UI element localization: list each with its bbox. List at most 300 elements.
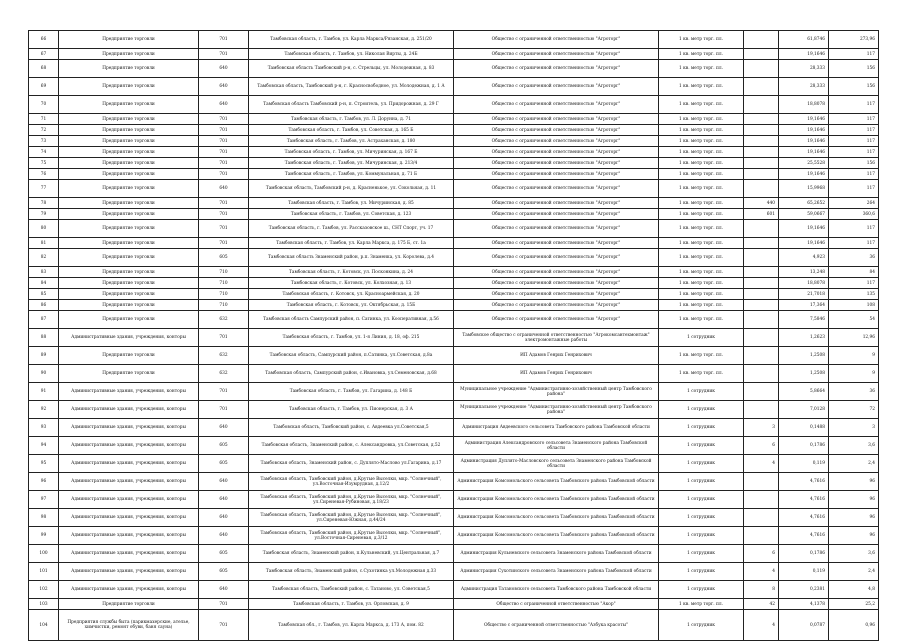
object-type-cell: Административные здания, учреждения, конторы (59, 545, 199, 563)
norm-value-cell: 96 (829, 491, 879, 509)
oktmo-code-cell: 640 (199, 509, 249, 527)
oktmo-code-cell: 710 (199, 278, 249, 289)
annual-volume-m3-cell: 0,119 (779, 563, 829, 581)
oktmo-code-cell: 701 (199, 147, 249, 158)
unit-cell: 1 кв. метр торг. пл. (659, 278, 744, 289)
unit-cell: 1 сотрудник (659, 437, 744, 455)
annual-volume-m3-cell: 25,5528 (779, 158, 829, 169)
organization-name-cell: Тамбовское общество с ограниченной ответственностью "Агрокомсантехмонтаж" электромонтажные работы (454, 329, 659, 347)
unit-count-cell (744, 158, 779, 169)
norm-value-cell: 117 (829, 96, 879, 114)
organization-name-cell: Общество с ограниченной ответственностью "Агроторг" (454, 198, 659, 209)
row-number-cell: 90 (29, 365, 59, 383)
norm-value-cell: 96 (829, 527, 879, 545)
annual-volume-m3-cell: 65,2652 (779, 198, 829, 209)
oktmo-code-cell: 710 (199, 300, 249, 311)
norm-value-cell: 3,6 (829, 437, 879, 455)
oktmo-code-cell: 701 (199, 329, 249, 347)
oktmo-code-cell: 632 (199, 365, 249, 383)
object-address-cell: Тамбовская область, г. Тамбов, ул. Николая Вирты, д. 24Б (249, 49, 454, 60)
oktmo-code-cell: 701 (199, 31, 249, 49)
table-row (29, 114, 879, 125)
object-type-cell: Предприятие торговли (59, 198, 199, 209)
oktmo-code-cell: 701 (199, 610, 249, 641)
norm-value-cell: 117 (829, 169, 879, 180)
unit-count-cell (744, 311, 779, 329)
table-row (29, 31, 879, 49)
unit-count-cell (744, 96, 779, 114)
annual-volume-m3-cell: 0,0787 (779, 610, 829, 641)
oktmo-code-cell: 640 (199, 78, 249, 96)
table-row (29, 455, 879, 473)
object-address-cell: Тамбовская область, Знаменский район, п.Кульневский, ул.Центральная, д.7 (249, 545, 454, 563)
row-number-cell: 69 (29, 78, 59, 96)
norm-value-cell: 117 (829, 125, 879, 136)
organization-name-cell: Общество с ограниченной ответственностью "Азбука красоты" (454, 610, 659, 641)
norm-value-cell: 117 (829, 180, 879, 198)
organization-name-cell: Общество с ограниченной ответственностью "Агроторг" (454, 60, 659, 78)
object-type-cell: Административные здания, учреждения, конторы (59, 401, 199, 419)
unit-cell: 1 кв. метр торг. пл. (659, 300, 744, 311)
norm-value-cell: 96 (829, 473, 879, 491)
unit-cell: 1 сотрудник (659, 527, 744, 545)
table-row (29, 220, 879, 238)
unit-count-cell (744, 365, 779, 383)
object-type-cell: Административные здания, учреждения, конторы (59, 437, 199, 455)
table-row (29, 238, 879, 249)
unit-count-cell (744, 147, 779, 158)
unit-count-cell: 601 (744, 209, 779, 220)
annual-volume-m3-cell: 18,8078 (779, 278, 829, 289)
annual-volume-m3-cell: 19,1646 (779, 125, 829, 136)
oktmo-code-cell: 701 (199, 158, 249, 169)
unit-cell: 1 кв. метр торг. пл. (659, 136, 744, 147)
norm-value-cell: 2,4 (829, 563, 879, 581)
object-type-cell: Предприятие торговли (59, 49, 199, 60)
object-type-cell: Административные здания, учреждения, конторы (59, 383, 199, 401)
organization-name-cell: Общество с ограниченной ответственностью "Агроторг" (454, 289, 659, 300)
annual-volume-m3-cell: 4,923 (779, 249, 829, 267)
unit-cell: 1 кв. метр торг. пл. (659, 31, 744, 49)
unit-cell: 1 кв. метр торг. пл. (659, 96, 744, 114)
table-body (29, 31, 879, 641)
oktmo-code-cell: 632 (199, 311, 249, 329)
table-row (29, 289, 879, 300)
object-address-cell: Тамбовская область, г. Тамбов, ул. Мичуринская, д. 85 (249, 198, 454, 209)
annual-volume-m3-cell: 4,7616 (779, 509, 829, 527)
row-number-cell: 80 (29, 220, 59, 238)
oktmo-code-cell: 640 (199, 96, 249, 114)
object-address-cell: Тамбовская обл., г. Тамбов, ул. Карла Маркса, д. 173 А, пом. 82 (249, 610, 454, 641)
row-number-cell: 85 (29, 289, 59, 300)
unit-count-cell (744, 136, 779, 147)
object-address-cell: Тамбовская область, Сампурский район, п.Сатинка, ул.Советская, д.8а (249, 347, 454, 365)
unit-count-cell (744, 300, 779, 311)
unit-cell: 1 сотрудник (659, 401, 744, 419)
organization-name-cell: Общество с ограниченной ответственностью "Агроторг" (454, 238, 659, 249)
unit-cell: 1 кв. метр торг. пл. (659, 78, 744, 96)
organization-name-cell: Общество с ограниченной ответственностью "Агроторг" (454, 300, 659, 311)
table-row (29, 401, 879, 419)
norm-value-cell: 72 (829, 401, 879, 419)
unit-cell: 1 кв. метр торг. пл. (659, 238, 744, 249)
annual-volume-m3-cell: 4,7616 (779, 473, 829, 491)
oktmo-code-cell: 701 (199, 599, 249, 610)
annual-volume-m3-cell: 0,2381 (779, 581, 829, 599)
organization-name-cell: Администрация Дуплято-Масловского сельсовета Знаменского района Тамбовской области (454, 455, 659, 473)
table-row (29, 347, 879, 365)
row-number-cell: 78 (29, 198, 59, 209)
organization-name-cell: Общество с ограниченной ответственностью "Агроторг" (454, 158, 659, 169)
unit-count-cell (744, 169, 779, 180)
row-number-cell: 99 (29, 527, 59, 545)
object-type-cell: Предприятие торговли (59, 365, 199, 383)
oktmo-code-cell: 640 (199, 527, 249, 545)
organization-name-cell: Общество с ограниченной ответственностью "Агроторг" (454, 220, 659, 238)
norm-value-cell: 117 (829, 49, 879, 60)
unit-cell: 1 кв. метр торг. пл. (659, 267, 744, 278)
object-type-cell: Административные здания, учреждения, конторы (59, 527, 199, 545)
object-type-cell: Предприятие торговли (59, 311, 199, 329)
table-row (29, 383, 879, 401)
unit-cell: 1 сотрудник (659, 419, 744, 437)
table-row (29, 209, 879, 220)
organization-name-cell: ИП Адамов Генрих Генрихович (454, 347, 659, 365)
norm-value-cell: 84 (829, 267, 879, 278)
norm-value-cell: 9 (829, 347, 879, 365)
row-number-cell: 100 (29, 545, 59, 563)
oktmo-code-cell: 701 (199, 114, 249, 125)
object-address-cell: Тамбовская область, г. Тамбов, ул. Мичуринская, д. 167 Б (249, 147, 454, 158)
unit-count-cell (744, 289, 779, 300)
unit-count-cell: 4 (744, 610, 779, 641)
oktmo-code-cell: 640 (199, 180, 249, 198)
oktmo-code-cell: 605 (199, 455, 249, 473)
object-address-cell: Тамбовская область, г. Тамбов, ул. Советская, д. 123 (249, 209, 454, 220)
object-address-cell: Тамбовская область, Тамбовский район, с. Авдеевка ул.Советская,5 (249, 419, 454, 437)
table-row (29, 610, 879, 641)
norm-value-cell: 156 (829, 60, 879, 78)
object-type-cell: Административные здания, учреждения, конторы (59, 419, 199, 437)
unit-cell: 1 кв. метр торг. пл. (659, 311, 744, 329)
norm-value-cell: 54 (829, 311, 879, 329)
object-address-cell: Тамбовская область Тамбовский р-н, п. Строитель, ул. Придорожная, д. 29 Г (249, 96, 454, 114)
norm-value-cell: 3 (829, 419, 879, 437)
object-type-cell: Предприятие торговли (59, 125, 199, 136)
oktmo-code-cell: 640 (199, 581, 249, 599)
norm-value-cell: 117 (829, 220, 879, 238)
norm-value-cell: 25,2 (829, 599, 879, 610)
organization-name-cell: Общество с ограниченной ответственностью "Агроторг" (454, 267, 659, 278)
unit-count-cell (744, 180, 779, 198)
table-row (29, 278, 879, 289)
organization-name-cell: Общество с ограниченной ответственностью "Агроторг" (454, 31, 659, 49)
unit-cell: 1 сотрудник (659, 563, 744, 581)
unit-cell: 1 кв. метр торг. пл. (659, 220, 744, 238)
oktmo-code-cell: 710 (199, 267, 249, 278)
table-row (29, 96, 879, 114)
table-row (29, 267, 879, 278)
table-row (29, 365, 879, 383)
annual-volume-m3-cell: 19,1646 (779, 238, 829, 249)
row-number-cell: 94 (29, 437, 59, 455)
table-row (29, 300, 879, 311)
unit-count-cell (744, 473, 779, 491)
object-address-cell: Тамбовская область, Знаменский район, с.Сухотинка ул.Молодежная д.33 (249, 563, 454, 581)
unit-cell: 1 кв. метр торг. пл. (659, 198, 744, 209)
annual-volume-m3-cell: 28,333 (779, 60, 829, 78)
unit-cell: 1 сотрудник (659, 610, 744, 641)
norm-value-cell: 2,4 (829, 455, 879, 473)
object-type-cell: Административные здания, учреждения, конторы (59, 455, 199, 473)
unit-cell: 1 кв. метр торг. пл. (659, 599, 744, 610)
table-row (29, 545, 879, 563)
unit-count-cell: 4 (744, 455, 779, 473)
object-type-cell: Предприятие торговли (59, 169, 199, 180)
object-address-cell: Тамбовская область, г. Тамбов, ул. 1-я Линия, д. 18, оф. 215 (249, 329, 454, 347)
annual-volume-m3-cell: 0,119 (779, 455, 829, 473)
unit-cell: 1 сотрудник (659, 473, 744, 491)
norm-value-cell: 96 (829, 509, 879, 527)
unit-count-cell (744, 509, 779, 527)
organization-name-cell: ИП Адамов Генрих Генрихович (454, 365, 659, 383)
unit-count-cell (744, 527, 779, 545)
oktmo-code-cell: 701 (199, 401, 249, 419)
unit-count-cell: 4 (744, 563, 779, 581)
unit-cell: 1 кв. метр торг. пл. (659, 347, 744, 365)
oktmo-code-cell: 701 (199, 125, 249, 136)
row-number-cell: 91 (29, 383, 59, 401)
object-type-cell: Административные здания, учреждения, конторы (59, 509, 199, 527)
object-type-cell: Предприятие торговли (59, 209, 199, 220)
object-type-cell: Предприятие торговли (59, 136, 199, 147)
norm-value-cell: 117 (829, 114, 879, 125)
annual-volume-m3-cell: 5,8664 (779, 383, 829, 401)
row-number-cell: 76 (29, 169, 59, 180)
annual-volume-m3-cell: 18,8078 (779, 96, 829, 114)
annual-volume-m3-cell: 13,248 (779, 267, 829, 278)
row-number-cell: 72 (29, 125, 59, 136)
unit-cell: 1 кв. метр торг. пл. (659, 365, 744, 383)
norm-value-cell: 360,6 (829, 209, 879, 220)
annual-volume-m3-cell: 59,0667 (779, 209, 829, 220)
object-type-cell: Предприятие торговли (59, 180, 199, 198)
unit-count-cell (744, 49, 779, 60)
object-type-cell: Предприятие торговли (59, 267, 199, 278)
table-row (29, 136, 879, 147)
row-number-cell: 68 (29, 60, 59, 78)
row-number-cell: 77 (29, 180, 59, 198)
annual-volume-m3-cell: 21,7018 (779, 289, 829, 300)
annual-volume-m3-cell: 17,364 (779, 300, 829, 311)
row-number-cell: 92 (29, 401, 59, 419)
oktmo-code-cell: 605 (199, 563, 249, 581)
table-row (29, 147, 879, 158)
object-address-cell: Тамбовская область, г. Тамбов, ул. Рассказовское ш., СНТ Спорт, уч. 17 (249, 220, 454, 238)
row-number-cell: 66 (29, 31, 59, 49)
unit-count-cell (744, 249, 779, 267)
row-number-cell: 73 (29, 136, 59, 147)
unit-count-cell (744, 238, 779, 249)
annual-volume-m3-cell: 1,2508 (779, 347, 829, 365)
unit-count-cell (744, 347, 779, 365)
row-number-cell: 86 (29, 300, 59, 311)
unit-cell: 1 сотрудник (659, 545, 744, 563)
organization-name-cell: Администрация Сухотинского сельсовета Знаменского района Тамбовской области (454, 563, 659, 581)
object-type-cell: Административные здания, учреждения, конторы (59, 329, 199, 347)
object-address-cell: Тамбовская область, г. Тамбов, ул. Орловская, д. 9 (249, 599, 454, 610)
organization-name-cell: Общество с ограниченной ответственностью "Агроторг" (454, 125, 659, 136)
unit-count-cell (744, 125, 779, 136)
organization-name-cell: Общество с ограниченной ответственностью "Акор" (454, 599, 659, 610)
organization-name-cell: Общество с ограниченной ответственностью "Агроторг" (454, 209, 659, 220)
table-row (29, 563, 879, 581)
organization-name-cell: Администрация Комсомольского сельсовета Тамбовского района Тамбовской области (454, 473, 659, 491)
row-number-cell: 83 (29, 267, 59, 278)
row-number-cell: 97 (29, 491, 59, 509)
organization-name-cell: Администрация Татановского сельсовета Тамбовского района Тамбовской области (454, 581, 659, 599)
object-address-cell: Тамбовская область Тамбовский р-н, с. Стрельцы, ул. Молодежная, д. 83 (249, 60, 454, 78)
annual-volume-m3-cell: 19,1646 (779, 136, 829, 147)
annual-volume-m3-cell: 19,1646 (779, 220, 829, 238)
unit-count-cell (744, 329, 779, 347)
table-row (29, 198, 879, 209)
row-number-cell: 103 (29, 599, 59, 610)
unit-count-cell (744, 401, 779, 419)
object-address-cell: Тамбовская область, Тамбовский район, д.Крутые Выселки, мкр. "Солнечный", ул.Восточная-Изумрудная, д.12/2 (249, 473, 454, 491)
object-address-cell: Тамбовская область, г. Тамбов, ул. Астраханская, д. 180 (249, 136, 454, 147)
oktmo-code-cell: 640 (199, 419, 249, 437)
annual-volume-m3-cell: 0,1786 (779, 545, 829, 563)
object-address-cell: Тамбовская область, Знаменский район, с. Александровка, ул.Советская, д.52 (249, 437, 454, 455)
unit-cell: 1 кв. метр торг. пл. (659, 249, 744, 267)
annual-volume-m3-cell: 4,1378 (779, 599, 829, 610)
object-address-cell: Тамбовская область, Тамбовский район, д.Крутые Выселки, мкр. "Солнечный", ул.Сиреневая-Рубиновая, д.18/23 (249, 491, 454, 509)
object-address-cell: Тамбовская область Знаменский район, р.п. Знаменка, ул. Королева, д.4 (249, 249, 454, 267)
annual-volume-m3-cell: 0,1786 (779, 437, 829, 455)
row-number-cell: 81 (29, 238, 59, 249)
table-row (29, 311, 879, 329)
unit-cell: 1 сотрудник (659, 383, 744, 401)
object-address-cell: Тамбовская область, Сампурский район, с.Ивановка, ул.Семеновская, д.68 (249, 365, 454, 383)
unit-cell: 1 кв. метр торг. пл. (659, 158, 744, 169)
table-row (29, 249, 879, 267)
norm-value-cell: 4,8 (829, 581, 879, 599)
unit-cell: 1 кв. метр торг. пл. (659, 209, 744, 220)
unit-count-cell (744, 267, 779, 278)
norm-value-cell: 273,96 (829, 31, 879, 49)
table-row (29, 180, 879, 198)
unit-count-cell (744, 31, 779, 49)
organization-name-cell: Общество с ограниченной ответственностью "Агроторг" (454, 49, 659, 60)
row-number-cell: 89 (29, 347, 59, 365)
norm-value-cell: 0,96 (829, 610, 879, 641)
norm-value-cell: 36 (829, 383, 879, 401)
norm-value-cell: 117 (829, 278, 879, 289)
annual-volume-m3-cell: 28,333 (779, 78, 829, 96)
object-type-cell: Предприятие торговли (59, 238, 199, 249)
object-type-cell: Предприятие торговли (59, 158, 199, 169)
object-address-cell: Тамбовская область, г. Тамбов, ул. Коммунальная, д. 71 Б (249, 169, 454, 180)
row-number-cell: 95 (29, 455, 59, 473)
oktmo-code-cell: 710 (199, 289, 249, 300)
row-number-cell: 82 (29, 249, 59, 267)
object-address-cell: Тамбовская область, г. Тамбов, ул. Пионерская, д. 3 А (249, 401, 454, 419)
organization-name-cell: Администрация Александровского сельсовета Знаменского района Тамбовской области (454, 437, 659, 455)
object-address-cell: Тамбовская область, г. Тамбов, ул. Л. Дорунна, д. 71 (249, 114, 454, 125)
oktmo-code-cell: 605 (199, 545, 249, 563)
annual-volume-m3-cell: 15,9968 (779, 180, 829, 198)
oktmo-code-cell: 640 (199, 473, 249, 491)
organization-name-cell: Общество с ограниченной ответственностью "Агроторг" (454, 311, 659, 329)
annual-volume-m3-cell: 1,2623 (779, 329, 829, 347)
unit-cell: 1 кв. метр торг. пл. (659, 49, 744, 60)
oktmo-code-cell: 701 (199, 209, 249, 220)
unit-cell: 1 кв. метр торг. пл. (659, 125, 744, 136)
norm-value-cell: 12,96 (829, 329, 879, 347)
table-row (29, 509, 879, 527)
organization-name-cell: Администрация Комсомольского сельсовета Тамбовского района Тамбовской области (454, 491, 659, 509)
annual-volume-m3-cell: 0,1488 (779, 419, 829, 437)
norm-value-cell: 117 (829, 147, 879, 158)
annual-volume-m3-cell: 61,8746 (779, 31, 829, 49)
row-number-cell: 96 (29, 473, 59, 491)
norm-value-cell: 156 (829, 78, 879, 96)
object-type-cell: Предприятие торговли (59, 599, 199, 610)
row-number-cell: 79 (29, 209, 59, 220)
table-row (29, 473, 879, 491)
object-address-cell: Тамбовская область Сампурский район, п. Сатинка, ул. Кооперативная, д.56 (249, 311, 454, 329)
object-address-cell: Тамбовская область, Тамбовский район, д.Крутые Выселки, мкр. "Солнечный", ул.Восточная-Сиреневая, д.3/12 (249, 527, 454, 545)
object-address-cell: Тамбовская область, г. Котовск, ул. Октябрьская, д. 15Б (249, 300, 454, 311)
oktmo-code-cell: 701 (199, 383, 249, 401)
object-type-cell: Предприятия службы быта (парикмахерские, ателье, химчистки, ремонт обуви, баня сауна) (59, 610, 199, 641)
oktmo-code-cell: 605 (199, 249, 249, 267)
object-address-cell: Тамбовская область, Тамбовский район, с. Татаново, ул. Советская,5 (249, 581, 454, 599)
unit-cell: 1 кв. метр торг. пл. (659, 60, 744, 78)
row-number-cell: 98 (29, 509, 59, 527)
oktmo-code-cell: 640 (199, 491, 249, 509)
organization-name-cell: Муниципальное учреждение "Административно-хозяйственный центр Тамбовского района" (454, 401, 659, 419)
row-number-cell: 104 (29, 610, 59, 641)
annual-volume-m3-cell: 7,0128 (779, 401, 829, 419)
object-address-cell: Тамбовская область, г. Котовск, ул. Посконкина, д. 24 (249, 267, 454, 278)
object-type-cell: Административные здания, учреждения, конторы (59, 473, 199, 491)
object-type-cell: Предприятие торговли (59, 249, 199, 267)
norm-value-cell: 9 (829, 365, 879, 383)
oktmo-code-cell: 640 (199, 60, 249, 78)
unit-count-cell (744, 491, 779, 509)
unit-count-cell: 440 (744, 198, 779, 209)
unit-count-cell: 3 (744, 419, 779, 437)
organization-name-cell: Общество с ограниченной ответственностью "Агроторг" (454, 249, 659, 267)
object-address-cell: Тамбовская область, г. Тамбов, ул. Мичуринская, д. 213/4 (249, 158, 454, 169)
table-row (29, 158, 879, 169)
object-type-cell: Административные здания, учреждения, конторы (59, 563, 199, 581)
unit-count-cell (744, 78, 779, 96)
table-row (29, 419, 879, 437)
annual-volume-m3-cell: 4,7616 (779, 491, 829, 509)
table-row (29, 437, 879, 455)
object-type-cell: Предприятие торговли (59, 60, 199, 78)
table-row (29, 329, 879, 347)
unit-cell: 1 кв. метр торг. пл. (659, 289, 744, 300)
object-type-cell: Административные здания, учреждения, конторы (59, 491, 199, 509)
oktmo-code-cell: 701 (199, 220, 249, 238)
norm-value-cell: 3,6 (829, 545, 879, 563)
table-row (29, 49, 879, 60)
object-address-cell: Тамбовская область, г. Котовск, ул. Колхозная, д. 13 (249, 278, 454, 289)
